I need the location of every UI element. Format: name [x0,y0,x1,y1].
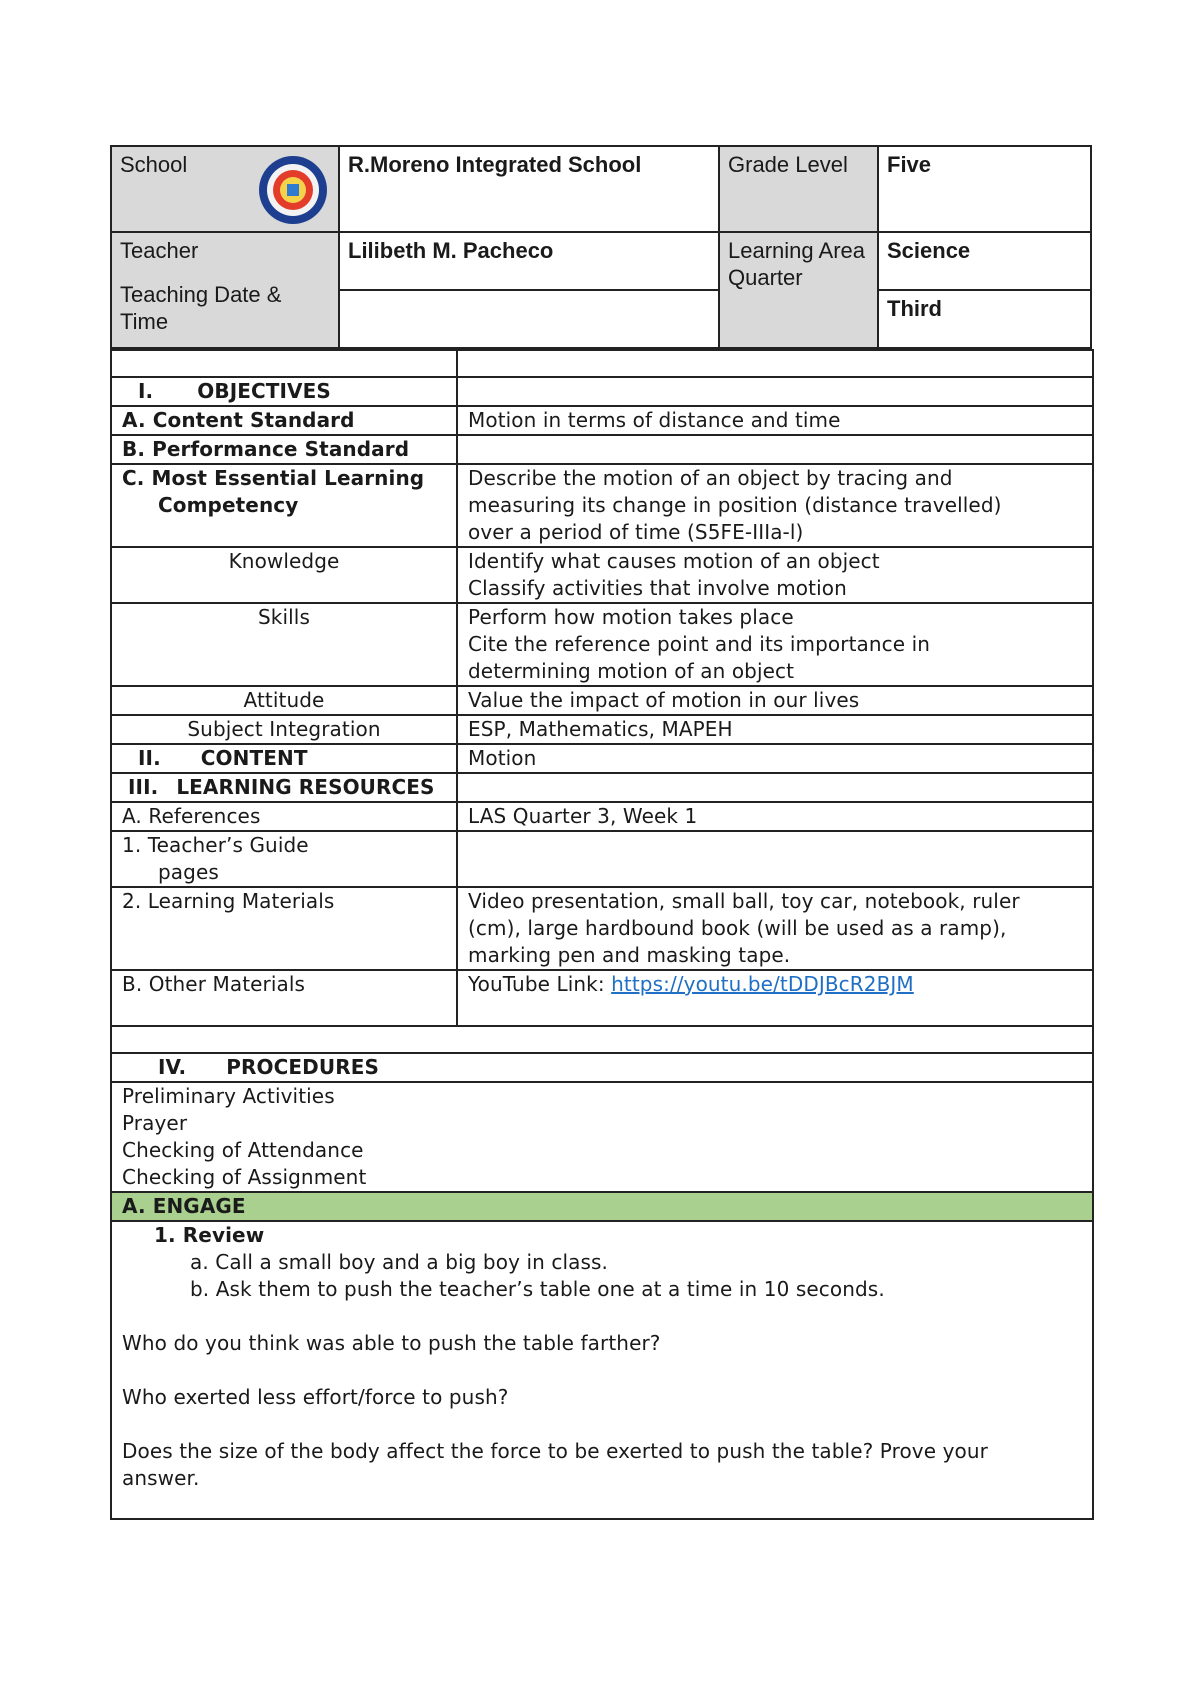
references-value: LAS Quarter 3, Week 1 [457,802,1093,831]
melc-label: C. Most Essential Learning Competency [111,464,457,547]
grade-level-label: Grade Level [719,146,878,232]
lesson-plan [110,145,1090,1520]
references-label: A. References [111,802,457,831]
objectives-heading: I. OBJECTIVES [111,377,457,406]
other-materials-value: YouTube Link: https://youtu.be/tDDJBcR2BJM [457,970,1093,1026]
question-3-cont: answer. [122,1466,200,1490]
learning-materials-value: Video presentation, small ball, toy car, notebook, ruler (cm), large hardbound book (will be used as a ramp), marking pen and masking tape. [457,887,1093,970]
quarter-value: Third [878,290,1091,348]
teachers-guide-label: 1. Teacher’s Guide pages [111,831,457,887]
skills-value: Perform how motion takes place Cite the reference point and its importance in determining motion of an object [457,603,1093,686]
content-heading: II. CONTENT [111,744,457,773]
question-3: Does the size of the body affect the force to be exerted to push the table? Prove your [122,1439,988,1463]
school-label: School [120,152,188,177]
lesson-table [110,349,1094,1520]
learning-area-label: Learning Area [728,238,865,263]
learning-materials-label: 2. Learning Materials [111,887,457,970]
teacher-date-label-cell [111,232,339,348]
date-value [339,290,719,348]
grade-level-value: Five [878,146,1091,232]
learning-area-value: Science [878,232,1091,290]
school-name: R.Moreno Integrated School [339,146,719,232]
procedures-heading: IV. PROCEDURES [111,1053,1093,1082]
other-materials-label: B. Other Materials [111,970,457,1026]
teacher-label: Teacher [120,238,199,263]
content-standard-label: A. Content Standard [111,406,457,435]
header-table [110,145,1092,349]
review-item-a: a. Call a small boy and a big boy in class. [190,1250,608,1274]
area-quarter-label-cell [719,232,878,348]
resources-heading: III. LEARNING RESOURCES [111,773,457,802]
engage-heading: A. ENGAGE [111,1192,1093,1221]
review-section [111,1221,1093,1519]
teacher-name: Lilibeth M. Pacheco [339,232,719,290]
attitude-label: Attitude [111,686,457,715]
review-heading: 1. Review [154,1223,265,1247]
school-seal-logo [257,154,329,226]
integration-label: Subject Integration [111,715,457,744]
youtube-link[interactable]: https://youtu.be/tDDJBcR2BJM [611,972,914,996]
knowledge-value: Identify what causes motion of an object Classify activities that involve motion [457,547,1093,603]
date-label: Teaching Date & Time [120,282,282,334]
integration-value: ESP, Mathematics, MAPEH [457,715,1093,744]
performance-standard-label: B. Performance Standard [111,435,457,464]
question-2: Who exerted less effort/force to push? [122,1385,509,1409]
school-label-cell [111,146,339,232]
content-standard-value: Motion in terms of distance and time [457,406,1093,435]
content-value: Motion [457,744,1093,773]
melc-value: Describe the motion of an object by tracing and measuring its change in position (distance travelled) over a period of time (S5FE-IIIa-l) [457,464,1093,547]
attitude-value: Value the impact of motion in our lives [457,686,1093,715]
review-item-b: b. Ask them to push the teacher’s table one at a time in 10 seconds. [190,1277,885,1301]
quarter-label: Quarter [728,265,803,290]
knowledge-label: Knowledge [111,547,457,603]
preliminary-activities: Preliminary Activities Prayer Checking of Attendance Checking of Assignment [111,1082,1093,1192]
skills-label: Skills [111,603,457,686]
question-1: Who do you think was able to push the table farther? [122,1331,661,1355]
